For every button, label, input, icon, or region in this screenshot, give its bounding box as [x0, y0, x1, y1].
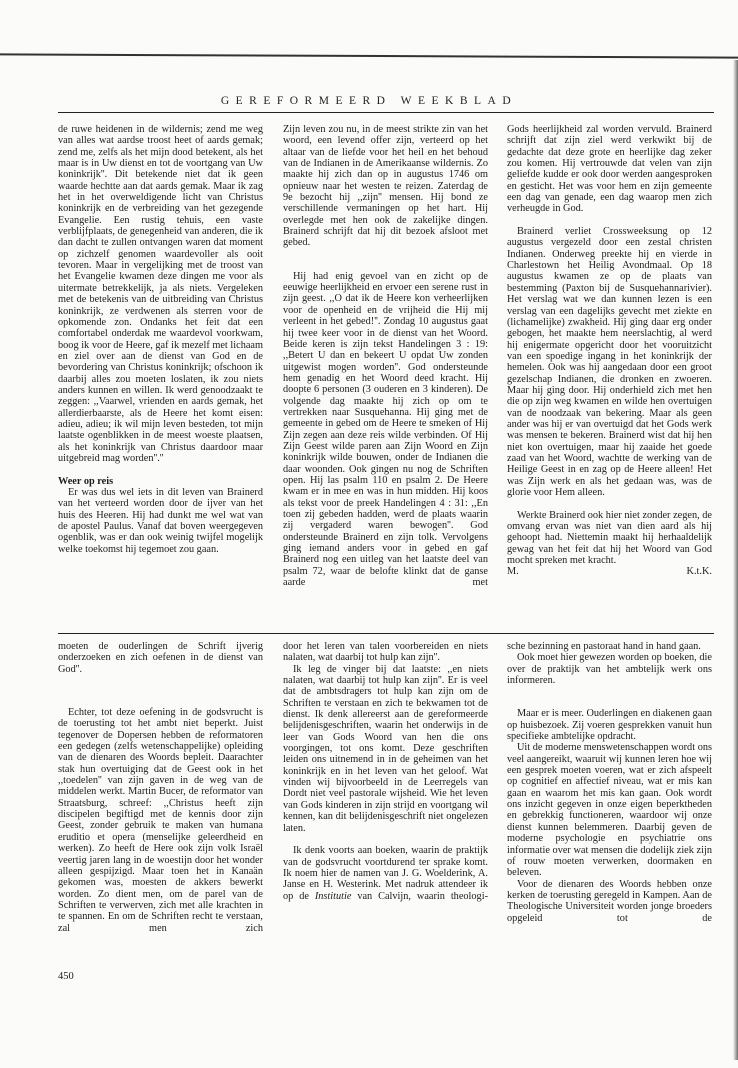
paragraph: [283, 845, 488, 902]
paragraph: Uit de moderne menswetenschappen wordt ons veel aangereikt, waaruit wij kunnen leren hoe wij een gesprek moeten voeren, wat er zich afspeelt op cognitief en affectief niveau, wat er mis kan gaan en waarom het mis kan gaan. Ook wordt ons inzicht gegeven in onze eigen beperktheden en gebrekkig functioneren, waardoor wij onze dienst kunnen belemmeren. Daarbij geven de moderne psychologie en psychiatrie ons informatie over wat mensen die dodelijk ziek zijn of rouw moeten verwerken, doormaken en beleven.: [507, 742, 712, 879]
article-column-1: [58, 124, 263, 555]
paragraph: Ik leg de vinger bij dat laatste: ,,en niets nalaten, wat daarbij tot hulp kan zijn''. Er is veel dat de ambtsdragers tot hulp kan zijn om de Schriften te verstaan en zich te bekwamen tot de dienst. Ik denk allereerst aan de gereformeerde belijdenisgeschriften, waarin het onderwijs in de leer van Gods Woord van hen die ons voorgingen, tot ons komt. Deze geschriften leiden ons uitnemend in in de geheimen van het koninkrijk en in het leven van het geloof. Wat vinden wij bijvoorbeeld in de Leerregels van Dordt niet veel pastorale wijsheid. Wie het leven van Gods kinderen in zijn strijd en voortgang wil kennen, kan dit belijdenisgeschrift niet ongelezen laten.: [283, 663, 488, 834]
publication-title: GEREFORMEERD WEEKBLAD: [220, 95, 518, 107]
paragraph: Hij had enig gevoel van en zicht op de eeuwige heerlijkheid en ervoer een serene rust in zijn geest. ,,O dat ik de Heere kon verheerlijken voor de openheid en de vrijheid die Hij mij verleent in het gebed!''. Zondag 10 augustus gaat hij twee keer voor in de dienst van het Woord. Beide keren is zijn tekst Handelingen 3 : 19: ,,Betert U dan en bekeert U opdat Uw zonden uitgewist mogen worden''. God ondersteunde hem genadig en het Woord deed kracht. Hij doopte 6 personen (3 ouderen en 3 kinderen). De volgende dag maakte hij zich op om te vertrekken naar Susquehanna. Hij ging met de gemeente in gebed om de Heere te smeken of Hij Zijn zegen aan deze reis wilde verbinden. Of Hij Zijn Geest wilde paren aan Zijn Woord en Zijn koninkrijk wilde bouwen, onder de Indianen die daar woonden. Ook gingen nu nog de Schriften open. Hij las psalm 110 en psalm 2. De Heere kwam er in mee en was in hun midden. Hij koos als tekst voor de preek Handelingen 4 : 31: ,,En toen zij gebeden hadden, werd de plaats waarin zij vergaderd waren bewogen''. God ondersteunde Brainerd en zijn tolk. Vervolgens ging iemand anders voor in gebed en gaf Brainerd nog een uitleg van het laatste deel van psalm 72, waar de belofte klinkt dat de ganse aarde met: [283, 270, 488, 589]
paragraph: moeten de ouderlingen de Schrift ijverig onderzoeken en zich oefenen in de dienst van God''.: [58, 641, 263, 675]
article-column-1-bottom: [58, 641, 263, 934]
paragraph: de ruwe heidenen in de wildernis; zend me weg van alles wat aardse troost heet of aards gemak; zend me, zelfs als het mijn dood betekent, als het maar is in Uw dienst en tot de voortgang van Uw koninkrijk''. Dit betekende niet dat ik geen waarde hechtte aan dat aards gemak. Maar ik zag het in het overweldigende licht van Christus koninkrijk en de verbreiding van het gezegende Evangelie. Een rustig tehuis, een vaste verblijfplaats, de genegenheid van anderen, die ik dan dacht te zullen ontvangen waren dat moment op zichzelf genomen waardevoller als ooit tevoren. Maar in vergelijking met de troost van het Evangelie kwamen deze dingen me voor als uitermate betrekkelijk, ja als niets. Vergeleken met de betekenis van de uitbreiding van Christus koninkrijk, ze verdwenen als sterren voor de opkomende zon. Ondanks het feit dat een comfortabel onderdak me waardevol voorkwam, boog ik voor de Heere, gaf ik mezelf met lichaam en ziel over aan de dienst van God en de bevordering van Christus koninkrijk; ofschoon ik daarbij alles zou moeten loslaten, ik zou niets anders kunnen en willen. Ik werd genoodzaakt te zeggen: ,,Vaarwel, vrienden en aards gemak, het allerdierbaarste, als de Heere het komt eisen: adieu, adieu; ik wil mijn leven besteden, tot mijn laatste ogenblikken in de meest woeste plaatsen, als het koninkrijk van Christus daardoor maar uitgebreid mag worden''.'': [58, 124, 263, 464]
paragraph: Brainerd verliet Crossweeksung op 12 augustus vergezeld door een zestal christen Indianen. Onderweg preekte hij en vierde in Charlestown het Heilig Avondmaal. Op 18 augustus kwamen ze op de plaats van bestemming (Paxton bij de Susquehannarivier). Het verslag wat we dan kunnen lezen is een verslag van een dagelijks gevecht met ziekte en (lichamelijke) zwakheid. Hij ging daar erg onder gebogen, het maakte hem neerslachtig, al werd hij enigermate opgericht door het vooruitzicht van een spoedige ingang in het koninkrijk der hemelen. Ook was hij aangedaan door een groot gezelschap Indianen, die dronken en zwoeren. Maar hij ging door. Hij onderhield zich met hen die op zijn weg kwamen en wilde hen overtuigen van de noodzaak van bekering. Maar als geen ander was hij er van overtuigd dat het Gods werk was mensen te bekeren. Brainerd wist dat hij hen niet kon overtuigen, maar hij zaaide het goede zaad van het Woord, wachtte de werking van de Heilige Geest in en zag op de Heere alleen! Het was Zijn werk en als het gedaan was, was de glorie voor Hem alleen.: [507, 226, 712, 498]
paragraph: door het leren van talen voorbereiden en niets nalaten, wat daarbij tot hulp kan zijn''.: [283, 641, 488, 664]
paragraph: Echter, tot deze oefening in de godsvrucht is de toerusting tot het ambt niet beperkt. Juist tegenover de Dopersen hebben de reformatoren een gedegen (zelfs wetenschappelijke) opleiding van de dienaren des Woords bepleit. Daarachter stak hun overtuiging dat de Geest ook in het ,,toedelen'' van zijn gaven in de weg van de middelen werkt. Martin Bucer, de reformator van Straatsburg, schreef: ,,Christus heeft zijn discipelen begiftigd met de kennis door zijn Geest, zonder gebruik te maken van humana eruditio et opera (menselijke geleerdheid en werken). Zo heeft de Here ook zijn volk Israël veertig jaren lang in de woestijn door het wonder alleen gespijzigd. Maar toen het in Kanaän gekomen was, moesten de akkers bewerkt worden. Zo dient men, om de parel van de Schriften te verwerven, zich met alle krachten in te spannen. En om de Schriften recht te verstaan, zal men zich: [58, 707, 263, 934]
paragraph: Maar er is meer. Ouderlingen en diakenen gaan op huisbezoek. Zij voeren gesprekken vanuit hun specifieke ambtelijke opdracht.: [507, 708, 712, 743]
page-edge-shadow: [733, 60, 738, 1060]
signature-author: K.t.K.: [686, 566, 712, 578]
paragraph: Ook moet hier gewezen worden op boeken, die over de praktijk van het ambtelijk werk ons informeren.: [507, 652, 712, 687]
header-rule: [58, 112, 714, 113]
signature-initial: M.: [507, 566, 519, 578]
article-column-2-bottom: [283, 641, 488, 902]
paragraph: Zijn leven zou nu, in de meest strikte zin van het woord, een levend offer zijn, verteerd op het altaar van de liefde voor het heil en het behoud van de Indianen in de Amerikaanse wildernis. Zo maakte hij zich dan op in augustus 1746 om opnieuw naar het westen te reizen. Zaterdag de 9e bezocht hij ,,zijn'' mensen. Hij bond ze verschillende vermaningen op het hart. Hij overlegde met hen ook de zakelijke dingen. Brainerd schrijft dat hij dit bezoek afsloot met gebed.: [283, 124, 488, 249]
section-divider: [58, 633, 714, 634]
italic-title: Institutie: [314, 890, 352, 902]
paragraph: Er was dus wel iets in dit leven van Brainerd van het verteerd worden door de ijver van het huis des Heeren. Hij had dunkt me wel wat van de apostel Paulus. Vanaf dat boven weergegeven ogenblik, was er dan ook weinig twijfel mogelijk welke toekomst hij tegemoet zou gaan.: [58, 487, 263, 555]
top-divider: [0, 53, 738, 58]
paragraph: Werkte Brainerd ook hier niet zonder zegen, de omvang ervan was niet van dien aard als hij gehoopt had. Niettemin maakt hij herhaaldelijk gewag van het feit dat hij het Woord van God mocht spreken met kracht.: [507, 509, 712, 567]
section-heading: Weer op reis: [58, 475, 114, 487]
paragraph-text: Ik denk voorts aan boeken, waarin de praktijk van de godsvrucht voortdurend ter sprake komt. Ik noem hier de namen van J. G. Woelderink, A. Janse en H. Westerink. Met nadruk attendeer ik op de: [283, 845, 488, 902]
page-number: 450: [58, 971, 74, 982]
paragraph: sche bezinning en pastoraat hand in hand gaan.: [507, 641, 701, 652]
article-column-3: [507, 124, 712, 578]
paragraph: Voor de dienaren des Woords hebben onze kerken de toerusting geregeld in Kampen. Aan de Theologische Universiteit worden jonge broeders opgeleid tot de: [507, 878, 712, 924]
author-signature: [507, 566, 712, 577]
paragraph-text: van Calvijn, waarin theologi-: [351, 890, 488, 902]
article-column-2: [283, 124, 488, 588]
article-column-3-bottom: [507, 641, 712, 924]
paragraph: Gods heerlijkheid zal worden vervuld. Brainerd schrijft dat zijn ziel werd verkwikt bij de gedachte dat deze grote en heerlijke dag zeker zou komen. Hij vertrouwde dat velen van zijn geliefde kudde er ook door werden aangesproken en gesticht. Het was voor hem en zijn gemeente een dag van genade, een dag waarop men zich verheugde in God.: [507, 124, 712, 215]
